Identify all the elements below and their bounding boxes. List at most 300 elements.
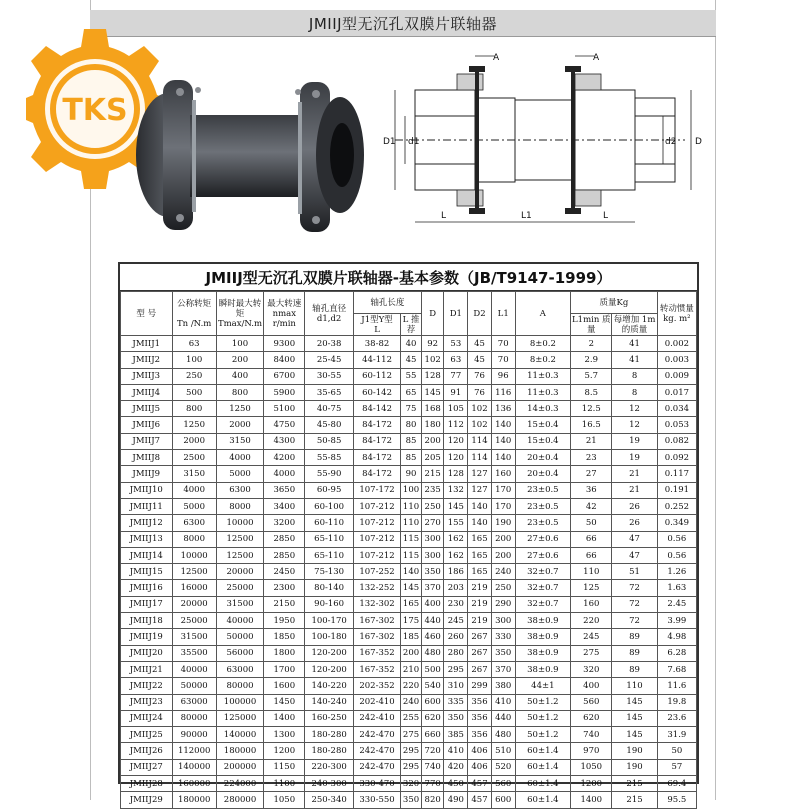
table-cell: 370	[421, 580, 444, 596]
table-cell: JMIIJ27	[121, 759, 173, 775]
table-cell: 220	[401, 678, 422, 694]
table-cell: 320	[571, 661, 612, 677]
table-cell: 63000	[172, 694, 216, 710]
table-cell: 50±1.2	[515, 710, 571, 726]
table-cell: 180-280	[305, 727, 353, 743]
table-cell: 0.002	[657, 336, 696, 352]
table-cell: JMIIJ21	[121, 661, 173, 677]
table-cell: JMIIJ24	[121, 710, 173, 726]
table-cell: 2000	[172, 433, 216, 449]
table-cell: 140	[468, 498, 492, 514]
table-row	[121, 580, 697, 596]
col-header-A: A	[515, 292, 571, 336]
table-cell: 224000	[216, 776, 263, 792]
col-header-D: D	[421, 292, 444, 336]
table-cell: 540	[421, 678, 444, 694]
table-cell: 185	[401, 629, 422, 645]
table-cell: 45	[401, 352, 422, 368]
table-cell: 107-212	[353, 547, 400, 563]
table-cell: 20-38	[305, 336, 353, 352]
table-cell: 77	[444, 368, 468, 384]
table-row	[121, 336, 697, 352]
table-cell: 110	[612, 678, 657, 694]
table-cell: JMIIJ7	[121, 433, 173, 449]
table-cell: 400	[216, 368, 263, 384]
table-cell: 202-352	[353, 678, 400, 694]
table-cell: 89	[612, 661, 657, 677]
table-cell: 102	[421, 352, 444, 368]
table-cell: 1100	[264, 776, 305, 792]
table-cell: 100	[172, 352, 216, 368]
table-cell: 19.8	[657, 694, 696, 710]
table-cell: 0.191	[657, 482, 696, 498]
table-cell: 145	[421, 384, 444, 400]
table-cell: 600	[491, 792, 515, 808]
table-cell: 167-352	[353, 645, 400, 661]
dim-d2-label: d2	[665, 137, 677, 147]
table-cell: 80000	[216, 678, 263, 694]
table-cell: 420	[444, 759, 468, 775]
table-cell: 16000	[172, 580, 216, 596]
table-cell: 2850	[264, 547, 305, 563]
table-cell: 12500	[216, 531, 263, 547]
table-cell: JMIIJ12	[121, 515, 173, 531]
table-cell: 12	[612, 417, 657, 433]
table-cell: JMIIJ18	[121, 613, 173, 629]
table-cell: 660	[421, 727, 444, 743]
table-cell: 5900	[264, 384, 305, 400]
table-cell: 275	[401, 727, 422, 743]
table-cell: 300	[491, 613, 515, 629]
col-header-L1: L1	[491, 292, 515, 336]
table-cell: 270	[421, 515, 444, 531]
table-cell: 406	[468, 743, 492, 759]
table-row	[121, 776, 697, 792]
col-header-torque: 公称转矩 Tn /N.m	[172, 292, 216, 336]
table-cell: 57	[657, 759, 696, 775]
table-cell: 330-470	[353, 776, 400, 792]
table-cell: 40-75	[305, 401, 353, 417]
table-cell: 200000	[216, 759, 263, 775]
table-cell: 0.349	[657, 515, 696, 531]
table-cell: 100-180	[305, 629, 353, 645]
table-cell: 0.56	[657, 531, 696, 547]
table-cell: 406	[468, 759, 492, 775]
table-cell: 1.63	[657, 580, 696, 596]
table-cell: 162	[444, 531, 468, 547]
table-cell: 75	[401, 401, 422, 417]
table-cell: 20000	[216, 564, 263, 580]
col-header-L-rec: L 推荐	[402, 314, 420, 335]
table-cell: 12500	[216, 547, 263, 563]
table-cell: 242-410	[353, 710, 400, 726]
table-cell: 215	[421, 466, 444, 482]
table-cell: 480	[421, 645, 444, 661]
table-cell: 295	[401, 759, 422, 775]
table-cell: 800	[172, 401, 216, 417]
table-cell: 75-130	[305, 564, 353, 580]
table-cell: 450	[444, 776, 468, 792]
table-cell: 145	[444, 498, 468, 514]
table-cell: 1150	[264, 759, 305, 775]
table-cell: 116	[491, 384, 515, 400]
table-cell: 2000	[216, 417, 263, 433]
table-cell: 250	[421, 498, 444, 514]
table-cell: 295	[444, 661, 468, 677]
dim-A-label-2: A	[593, 53, 600, 63]
table-cell: 2300	[264, 580, 305, 596]
table-cell: 300	[421, 531, 444, 547]
table-cell: JMIIJ13	[121, 531, 173, 547]
table-cell: 190	[491, 515, 515, 531]
table-cell: 128	[421, 368, 444, 384]
table-cell: 140000	[172, 759, 216, 775]
table-cell: 0.009	[657, 368, 696, 384]
table-cell: 210	[401, 661, 422, 677]
table-cell: JMIIJ11	[121, 498, 173, 514]
table-cell: 168	[421, 401, 444, 417]
table-cell: 107-212	[353, 531, 400, 547]
table-cell: 90	[401, 466, 422, 482]
table-row	[121, 743, 697, 759]
table-cell: 91	[444, 384, 468, 400]
table-row	[121, 417, 697, 433]
table-cell: 1200	[264, 743, 305, 759]
table-cell: 32±0.7	[515, 564, 571, 580]
table-cell: 240	[401, 694, 422, 710]
table-cell: 3200	[264, 515, 305, 531]
table-cell: 219	[468, 596, 492, 612]
table-cell: 356	[468, 710, 492, 726]
table-cell: 102	[468, 401, 492, 417]
table-cell: 8	[612, 384, 657, 400]
table-cell: 295	[401, 743, 422, 759]
table-cell: 250	[172, 368, 216, 384]
table-cell: 45-80	[305, 417, 353, 433]
table-cell: 15±0.4	[515, 433, 571, 449]
dim-D-label: D	[695, 137, 702, 147]
table-cell: 0.034	[657, 401, 696, 417]
table-cell: 145	[612, 710, 657, 726]
table-cell: JMIIJ16	[121, 580, 173, 596]
col-header-D2: D2	[468, 292, 492, 336]
table-cell: 203	[444, 580, 468, 596]
table-cell: 80000	[172, 710, 216, 726]
table-cell: 460	[421, 629, 444, 645]
table-cell: 3150	[216, 433, 263, 449]
table-cell: 2	[571, 336, 612, 352]
page-right-border	[715, 0, 716, 800]
table-cell: 127	[468, 466, 492, 482]
table-cell: 35500	[172, 645, 216, 661]
dim-L1-label: L1	[521, 211, 532, 221]
table-cell: 84-142	[353, 401, 400, 417]
table-cell: 160	[571, 596, 612, 612]
table-row	[121, 564, 697, 580]
table-title: JMIIJ型无沉孔双膜片联轴器-基本参数（JB/T9147-1999）	[120, 264, 697, 291]
table-cell: 250	[491, 580, 515, 596]
table-cell: 140-220	[305, 678, 353, 694]
table-cell: 140	[401, 564, 422, 580]
table-cell: 31500	[216, 596, 263, 612]
table-cell: 114	[468, 433, 492, 449]
table-cell: 0.56	[657, 547, 696, 563]
table-cell: 0.082	[657, 433, 696, 449]
table-cell: 290	[491, 596, 515, 612]
table-cell: 92	[421, 336, 444, 352]
table-cell: 112	[444, 417, 468, 433]
table-row	[121, 482, 697, 498]
spec-table	[120, 291, 697, 809]
table-cell: 4000	[264, 466, 305, 482]
table-cell: JMIIJ20	[121, 645, 173, 661]
table-cell: 84-172	[353, 417, 400, 433]
table-cell: 36	[571, 482, 612, 498]
table-cell: 50±1.2	[515, 727, 571, 743]
table-cell: 100000	[216, 694, 263, 710]
table-cell: 120	[444, 450, 468, 466]
table-cell: 72	[612, 596, 657, 612]
table-row	[121, 661, 697, 677]
table-cell: 32±0.7	[515, 580, 571, 596]
table-cell: 219	[468, 613, 492, 629]
table-cell: 145	[401, 580, 422, 596]
table-cell: 4000	[216, 450, 263, 466]
table-cell: 1800	[264, 645, 305, 661]
table-cell: 162	[444, 547, 468, 563]
table-cell: JMIIJ19	[121, 629, 173, 645]
table-cell: 350	[421, 564, 444, 580]
coupling-photo	[128, 60, 368, 245]
table-cell: 6300	[172, 515, 216, 531]
table-cell: 165	[468, 547, 492, 563]
table-cell: 145	[612, 694, 657, 710]
table-cell: 2850	[264, 531, 305, 547]
table-cell: 4200	[264, 450, 305, 466]
table-cell: 9300	[264, 336, 305, 352]
table-cell: 23.6	[657, 710, 696, 726]
table-cell: 167-302	[353, 629, 400, 645]
dim-L-right-label: L	[603, 211, 609, 221]
table-cell: 110	[401, 498, 422, 514]
table-cell: 128	[444, 466, 468, 482]
table-cell: 65-110	[305, 531, 353, 547]
table-cell: JMIIJ8	[121, 450, 173, 466]
table-cell: 100	[401, 482, 422, 498]
table-cell: 275	[571, 645, 612, 661]
table-cell: 180000	[172, 792, 216, 808]
table-row	[121, 694, 697, 710]
table-cell: 560	[571, 694, 612, 710]
table-cell: 2.45	[657, 596, 696, 612]
table-cell: 21	[571, 433, 612, 449]
table-cell: 242-470	[353, 727, 400, 743]
table-cell: 69.4	[657, 776, 696, 792]
table-cell: 200	[491, 531, 515, 547]
table-cell: JMIIJ1	[121, 336, 173, 352]
table-cell: 280	[444, 645, 468, 661]
table-cell: 219	[468, 580, 492, 596]
table-cell: JMIIJ4	[121, 384, 173, 400]
table-cell: 120	[444, 433, 468, 449]
table-cell: JMIIJ2	[121, 352, 173, 368]
table-cell: 245	[571, 629, 612, 645]
table-row	[121, 596, 697, 612]
table-cell: 0.053	[657, 417, 696, 433]
table-cell: 50-85	[305, 433, 353, 449]
table-cell: JMIIJ9	[121, 466, 173, 482]
table-cell: 140	[491, 450, 515, 466]
table-cell: 89	[612, 645, 657, 661]
table-cell: 155	[444, 515, 468, 531]
table-cell: JMIIJ25	[121, 727, 173, 743]
table-cell: 14±0.3	[515, 401, 571, 417]
table-cell: 8±0.2	[515, 336, 571, 352]
table-cell: 12.5	[571, 401, 612, 417]
table-cell: 1250	[172, 417, 216, 433]
table-row	[121, 531, 697, 547]
table-cell: 23	[571, 450, 612, 466]
table-cell: 820	[421, 792, 444, 808]
table-cell: 170	[491, 498, 515, 514]
col-header-model: 型 号	[121, 292, 173, 336]
table-cell: 85	[401, 450, 422, 466]
table-cell: 63	[444, 352, 468, 368]
table-cell: 60±1.4	[515, 776, 571, 792]
table-cell: 19	[612, 433, 657, 449]
table-cell: 380	[491, 678, 515, 694]
col-header-D1: D1	[444, 292, 468, 336]
table-cell: 1400	[264, 710, 305, 726]
table-cell: 72	[612, 580, 657, 596]
table-cell: 5000	[172, 498, 216, 514]
table-cell: 255	[401, 710, 422, 726]
table-cell: 8400	[264, 352, 305, 368]
table-cell: 47	[612, 547, 657, 563]
cross-section-drawing	[375, 50, 705, 230]
table-cell: 11±0.3	[515, 384, 571, 400]
table-cell: 8000	[216, 498, 263, 514]
table-cell: 63	[172, 336, 216, 352]
table-cell: 140	[491, 417, 515, 433]
table-cell: 65-110	[305, 547, 353, 563]
logo-text: TKS	[62, 93, 128, 128]
table-cell: 186	[444, 564, 468, 580]
table-cell: 21	[612, 466, 657, 482]
table-cell: 2450	[264, 564, 305, 580]
dim-d1-label: d1	[408, 137, 420, 147]
table-cell: 38±0.9	[515, 661, 571, 677]
table-cell: 770	[421, 776, 444, 792]
table-cell: 8±0.2	[515, 352, 571, 368]
table-cell: 50	[657, 743, 696, 759]
table-cell: 1200	[571, 776, 612, 792]
table-cell: 220	[571, 613, 612, 629]
table-cell: 520	[491, 759, 515, 775]
table-cell: 41	[612, 336, 657, 352]
table-cell: 620	[421, 710, 444, 726]
table-cell: 125000	[216, 710, 263, 726]
table-cell: 4000	[172, 482, 216, 498]
table-cell: 350	[491, 645, 515, 661]
table-row	[121, 401, 697, 417]
table-cell: JMIIJ17	[121, 596, 173, 612]
table-cell: 120-200	[305, 645, 353, 661]
table-cell: 20000	[172, 596, 216, 612]
table-cell: JMIIJ15	[121, 564, 173, 580]
table-cell: 25-45	[305, 352, 353, 368]
table-cell: 12500	[172, 564, 216, 580]
table-row	[121, 727, 697, 743]
table-cell: JMIIJ14	[121, 547, 173, 563]
table-cell: 165	[401, 596, 422, 612]
table-cell: JMIIJ29	[121, 792, 173, 808]
table-cell: 25000	[172, 613, 216, 629]
table-cell: 250-340	[305, 792, 353, 808]
table-cell: 1950	[264, 613, 305, 629]
table-cell: 100-170	[305, 613, 353, 629]
table-cell: 180	[421, 417, 444, 433]
table-cell: 95.5	[657, 792, 696, 808]
table-row	[121, 710, 697, 726]
table-cell: 235	[421, 482, 444, 498]
table-cell: 145	[612, 727, 657, 743]
table-cell: 132-302	[353, 596, 400, 612]
table-cell: JMIIJ22	[121, 678, 173, 694]
table-cell: 8.5	[571, 384, 612, 400]
table-cell: 205	[421, 450, 444, 466]
table-cell: 740	[421, 759, 444, 775]
table-row	[121, 678, 697, 694]
table-cell: 60±1.4	[515, 792, 571, 808]
table-cell: 60-100	[305, 498, 353, 514]
table-cell: 200	[491, 547, 515, 563]
table-cell: 1700	[264, 661, 305, 677]
table-cell: 55-85	[305, 450, 353, 466]
table-cell: 60±1.4	[515, 759, 571, 775]
table-cell: 132-252	[353, 580, 400, 596]
table-cell: 4.98	[657, 629, 696, 645]
table-cell: 560	[491, 776, 515, 792]
table-cell: 19	[612, 450, 657, 466]
table-row	[121, 613, 697, 629]
table-cell: 21	[612, 482, 657, 498]
table-cell: JMIIJ10	[121, 482, 173, 498]
table-cell: 620	[571, 710, 612, 726]
table-cell: 38±0.9	[515, 645, 571, 661]
table-cell: 110	[401, 515, 422, 531]
table-cell: 1850	[264, 629, 305, 645]
table-cell: 41	[612, 352, 657, 368]
table-row	[121, 450, 697, 466]
table-cell: 970	[571, 743, 612, 759]
table-cell: 457	[468, 776, 492, 792]
table-cell: 310	[444, 678, 468, 694]
table-cell: 1300	[264, 727, 305, 743]
table-cell: 66	[571, 547, 612, 563]
col-header-mass: 质量Kg	[571, 292, 658, 314]
table-cell: 55-90	[305, 466, 353, 482]
table-cell: 299	[468, 678, 492, 694]
table-cell: 120-200	[305, 661, 353, 677]
table-cell: 245	[444, 613, 468, 629]
table-cell: 200	[421, 433, 444, 449]
table-cell: 335	[444, 694, 468, 710]
table-cell: 70	[491, 336, 515, 352]
table-row	[121, 368, 697, 384]
table-row	[121, 466, 697, 482]
table-cell: 90000	[172, 727, 216, 743]
